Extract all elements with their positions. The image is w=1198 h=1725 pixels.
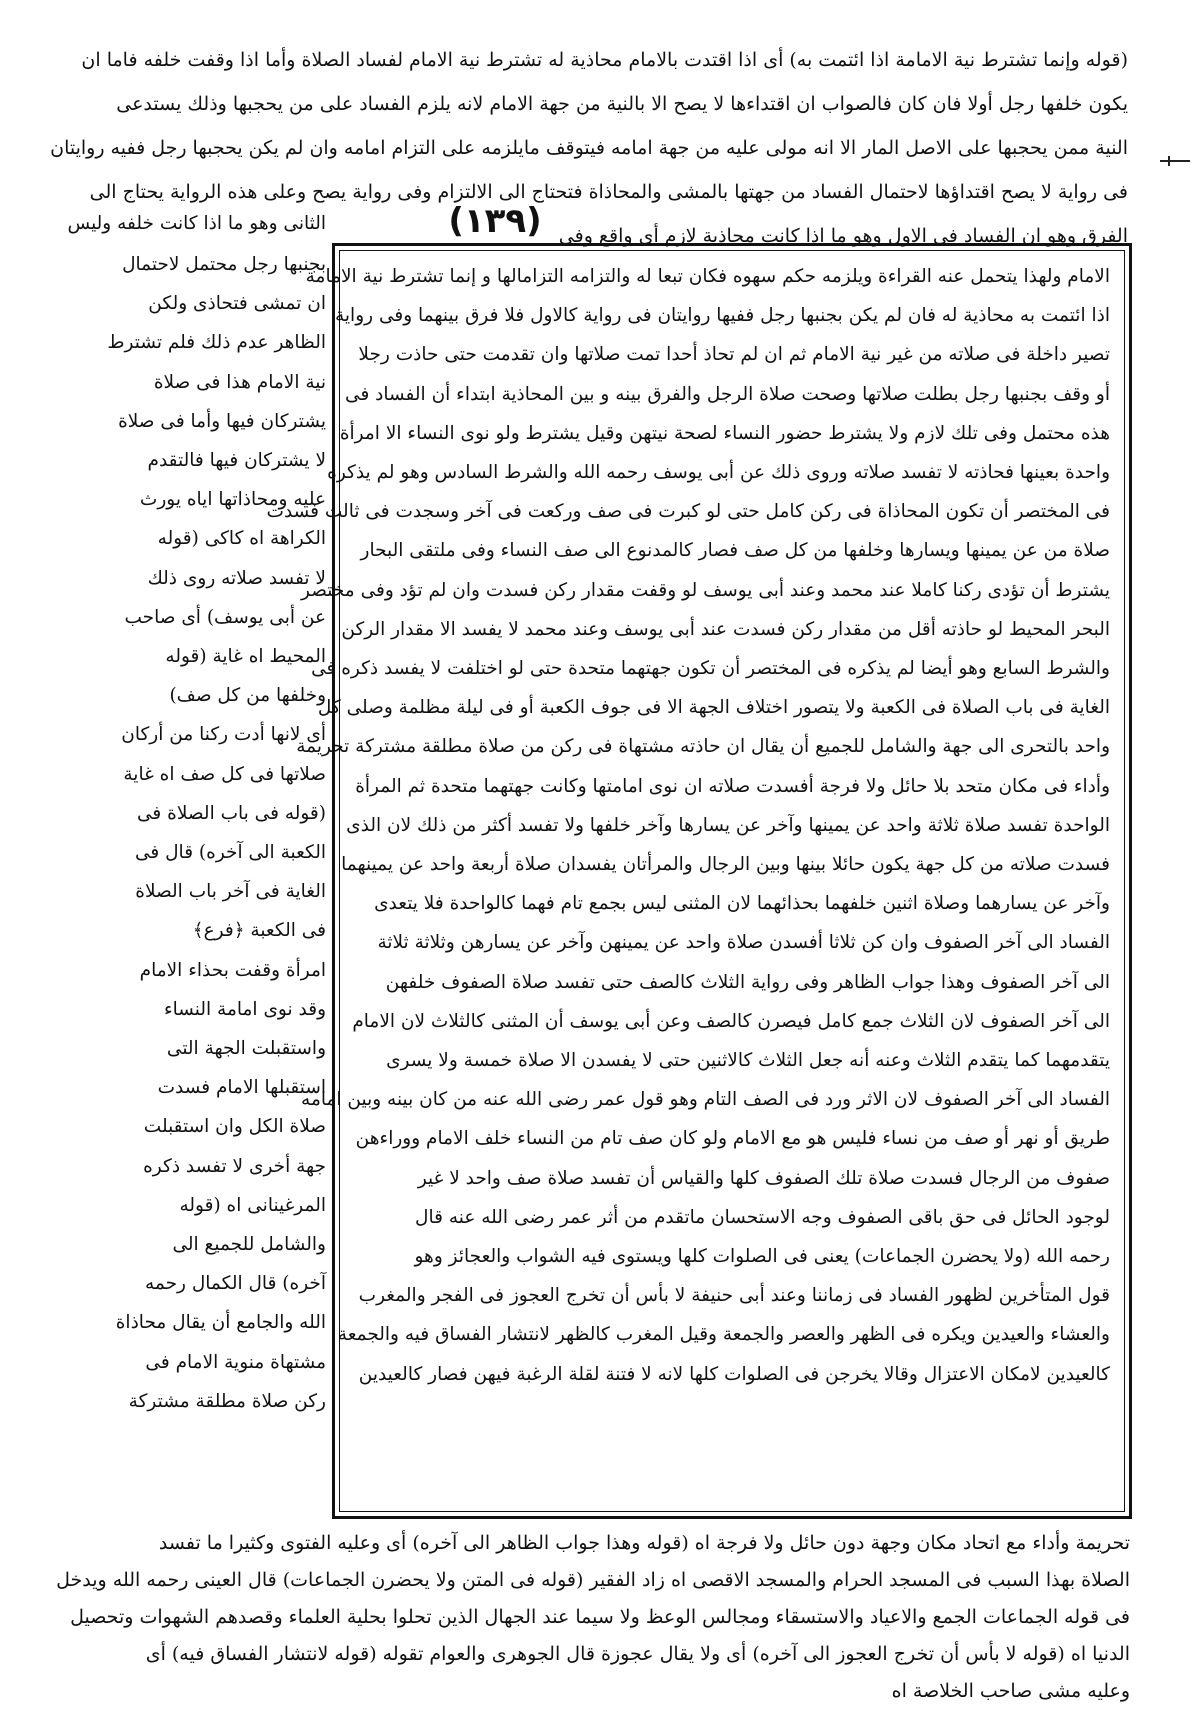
margin-text-line: والشامل للجميع الى (172, 1234, 326, 1256)
main-text-line: قول المتأخرين لظهور الفساد فى زماننا وعند أبى حنيفة لا بأس أن تخرج العجوز فى الفجر والمغرب (358, 1285, 1110, 1307)
main-text-line: الفساد الى آخر الصفوف لان الاثر ورد فى الصف التام وهو قول عمر رضى الله عنه من كان بينه وبين امامه (301, 1089, 1110, 1111)
main-text-line: أو وقف بجنبها رجل بطلت صلاتها وصحت صلاة الرجل والفرق بينه و بين المحاذية ابتداء أن الفساد فى (345, 383, 1110, 405)
main-text-line: الغاية فى باب الصلاة فى الكعبة ولا يتصور اختلاف الجهة الا فى جوف الكعبة أو فى ليلة مظلمة وصلى كل (317, 697, 1110, 719)
margin-text-line: نية الامام هذا فى صلاة (153, 371, 326, 393)
margin-text-line: المحيط اه غاية (قوله (165, 646, 326, 668)
main-text-line: تصير داخلة فى صلاته من غير نية الامام ثم ان لم تحاذ أحدا تمت صلاتها وان تقدمت حتى حاذت رجلا (358, 344, 1110, 366)
margin-text-line: يشتركان فيها وأما فى صلاة (118, 410, 326, 432)
margin-text-line: صلاتها فى كل صف اه غاية (123, 763, 326, 785)
bottom-gloss-line: فى قوله الجماعات الجمع والاعياد والاستسقاء ومجالس الوعظ ولا سيما عند الجهال الذين تحلوا بحلية العلماء وقصدهم الشهوات وتحصيل (70, 1606, 1130, 1628)
main-text-line: طريق أو نهر أو صف من نساء فليس هو مع الامام ولو كان صف تام من النساء خلف الامام ووراءهن (355, 1128, 1110, 1150)
main-text-line: يشترط أن تؤدى ركنا كاملا عند محمد وعند أبى يوسف لو وقفت مقدار ركن فسدت وان لم تؤد وفى مختصر (301, 579, 1110, 601)
main-text-line: الفساد الى آخر الصفوف وان كن ثلاثا أفسدن صلاة واحد عن يمينهن وآخر عن يسارهن وثلاثة ثلاثة (377, 932, 1110, 954)
margin-text-line: لا تفسد صلاته روى ذلك (147, 567, 326, 589)
main-text-line: يتقدمهما كما يتقدم الثلاث وعنه أنه جعل الثلاث كالاثنين حتى لا يفسدن الا صلاة خمسة ولا يسرى (386, 1050, 1110, 1072)
top-gloss-line: الفرق وهو ان الفساد فى الاول وهو ما اذا كانت محاذية لازم أى واقع وفى (558, 225, 1128, 247)
main-text-line: كالعيدين لامكان الاعتزال وقالا يخرجن فى الصلوات كلها لانه لا فتنة لقلة الرغبة فيهن فصار كالعيدين (358, 1363, 1110, 1385)
main-text-line: هذه محتمل وفى تلك لازم ولا يشترط حضور النساء لصحة نيتهن وقيل يشترط ولو نوى النساء الا امرأة (339, 422, 1110, 444)
main-text-line: الى آخر الصفوف لان الثلاث جمع كامل فيصرن كالصف وعن أبى يوسف أن المثنى كالثلاث لان الامام (352, 1010, 1110, 1032)
margin-text-line: الكعبة الى آخره) قال فى (134, 842, 326, 864)
top-gloss-tail (67, 204, 326, 244)
main-text-line: رحمه الله (ولا يحضرن الجماعات) يعنى فى الصلوات كلها ويستوى فيه الشواب والعجائز وهو (414, 1246, 1110, 1268)
margin-text-line: (قوله فى باب الصلاة فى (137, 802, 326, 824)
margin-text-line: ان تمشى فتحاذى ولكن (148, 293, 326, 315)
main-text-line: الامام ولهذا يتحمل عنه القراءة ويلزمه حكم سهوه فكان تبعا له والتزامه التزامالها و إنما تشترط نية الامامة (305, 266, 1110, 287)
main-text (266, 250, 1125, 1512)
main-text-line: والشرط السابع وهو أيضا لم يذكره فى المختصر أن تكون جهتهما متحدة حتى لو اختلفت لا يفسد ذكره فى (311, 658, 1110, 680)
bottom-gloss-line: الدنيا اه (قوله لا بأس أن تخرج العجوز الى آخره) أى ولا يقال عجوزة قال الجوهرى والعوام تقوله (قوله لانتشار الفساق فيه) أى (145, 1643, 1130, 1665)
main-text-line: فى المختصر أن تكون المحاذاة فى ركن كامل حتى لو كبرت فى صف وركعت فى آخر وسجدت فى ثالث فسدت (266, 501, 1110, 523)
margin-text-line: عليه ومحاذاتها اياه يورث (139, 489, 326, 511)
margin-text-line: استقبلها الامام فسدت (157, 1077, 326, 1099)
main-text-line: واحد بالتحرى الى جهة والشامل للجميع أن يقال ان حاذته مشتهاة فى ركن من صلاة مطلقة مشتركة تحريمة (296, 736, 1110, 758)
bottom-gloss-line: الصلاة بهذا السبب فى المسجد الحرام والمسجد الاقصى اه زاد الفقير (قوله فى المتن ولا يحضرن الجماعات) قال العينى رحمه الله ويدخل (56, 1569, 1130, 1591)
top-gloss-line: يكون خلفها رجل أولا فان كان فالصواب ان اقتداءها لا يصح الا بالنية من جهة الامام لانه يلزم الفساد على من يحجبها وذلك يستدعى (116, 93, 1128, 115)
margin-text-line: واستقبلت الجهة التى (166, 1038, 326, 1060)
main-text-line: وأداء فى مكان متحد بلا حائل ولا فرجة أفسدت صلاته ان نوى امامتها وكانت جهتهما متحدة ثم المرأة (355, 775, 1110, 797)
bottom-gloss-line: تحريمة وأداء مع اتحاد مكان وجهة دون حائل ولا فرجة اه (قوله وهذا جواب الظاهر الى آخره) أى وعليه الفتوى وكثيرا ما تفسد (158, 1532, 1130, 1554)
margin-text-line: بجنبها رجل محتمل لاحتمال (122, 254, 326, 275)
margin-text-line: المرغينانى اه (قوله (179, 1194, 326, 1216)
margin-text-line: جهة أخرى لا تفسد ذكره (143, 1155, 326, 1177)
margin-text-line: الغاية فى آخر باب الصلاة (135, 881, 326, 903)
page-number: (١٣٩) (448, 201, 542, 241)
margin-text-line: فى الكعبة ﴿فرع﴾ (192, 920, 326, 942)
main-text-line: الواحدة تفسد صلاة ثلاثة واحد عن يمينها وآخر عن يسارها وآخر خلفها ولا تفسد أكثر من ذلك لان الذى (346, 814, 1110, 836)
margin-text-line: امرأة وقفت بحذاء الامام (139, 959, 326, 981)
margin-text-line: أى لانها أدت ركنا من أركان (121, 724, 326, 746)
margin-edge-mark (1160, 160, 1190, 162)
margin-text-line: لا يشتركان فيها فالتقدم (147, 450, 326, 472)
margin-commentary (107, 245, 326, 1520)
top-gloss-line: النية ممن يحجبها على الاصل المار الا انه مولى عليه من جهة امامه فيتوقف مايلزمه على التزام امامه وان لم يكن يحجبها رجل ففيه روايتان (50, 137, 1128, 159)
margin-text-line: مشتهاة منوية الامام فى (145, 1351, 326, 1373)
main-text-line: الى آخر الصفوف وهذا جواب الظاهر وفى رواية الثلاث كالصف حتى تفسد صلاة الصفوف خلفهن (385, 971, 1110, 993)
main-text-frame (266, 243, 1132, 1519)
main-text-line: البحر المحيط لو حاذته أقل من مقدار ركن فسدت عند أبى يوسف وعند محمد لا يفسد الا مقدار الركن (341, 618, 1110, 640)
main-text-line: والعشاء والعيدين ويكره فى الظهر والعصر والجمعة وقيل المغرب كالظهر لانتشار الفساق فيه والجمعة (337, 1324, 1110, 1346)
top-gloss-line: فى رواية لا يصح اقتداؤها لاحتمال الفساد من جهتها بالمشى والمحاذاة فتحتاج الى الالتزام وفى رواية يصح وعلى هذه الرواية يحتاج الى (89, 181, 1128, 203)
main-text-line: وآخر عن يسارهما وصلاة اثنين خلفهما بحذائهما لان المثنى ليس بجمع تام فهما كالواحدة فلا يتعدى (374, 893, 1110, 915)
bottom-gloss-line: وعليه مشى صاحب الخلاصة اه (891, 1680, 1130, 1702)
top-gloss-tail-line: الثانى وهو ما اذا كانت خلفه وليس (67, 213, 326, 234)
top-gloss-line: (قوله وإنما تشترط نية الامامة اذا ائتمت به) أى اذا اقتدت بالامام محاذية له تشترط نية الامام لفساد الصلاة وأما اذا وقفت خلفه فاما ان (81, 49, 1128, 71)
margin-text-line: آخره) قال الكمال رحمه (144, 1273, 326, 1295)
margin-text-line: الظاهر عدم ذلك فلم تشترط (107, 332, 326, 354)
margin-text-line: صلاة الكل وان استقبلت (143, 1116, 326, 1138)
margin-text-line: الكراهة اه كاكى (قوله (157, 528, 326, 550)
margin-text-line: ركن صلاة مطلقة مشتركة (128, 1390, 326, 1412)
margin-text-line: الله والجامع أن يقال محاذاة (115, 1312, 326, 1334)
bottom-gloss (56, 1525, 1130, 1725)
main-text-line: صلاة من عن يمينها ويسارها وخلفها من كل صف فصار كالمدنوع الى صف النساء وفى ملتقى البحار (360, 540, 1110, 562)
main-text-line: اذا ائتمت به محاذية له فان لم يكن بجنبها رجل ففيها روايتان فى رواية كالاول فلا فرق بينهما وفى رواية (334, 305, 1110, 327)
margin-text-line: وقد نوى امامة النساء (163, 998, 326, 1020)
main-text-line: فسدت صلاته من كل جهة يكون حائلا بينها وبين الرجال والمرأتان يفسدان صلاة أربعة واحد عن يمينهما (341, 854, 1110, 876)
main-text-line: صفوف من الرجال فسدت صلاة تلك الصفوف كلها والقياس أن تفسد صلاة صف واحد لا غير (417, 1167, 1110, 1189)
margin-text-line: وخلفها من كل صف) (169, 685, 326, 707)
main-text-line: لوجود الحائل فى حق باقى الصفوف وجه الاستحسان ماتقدم من أثر عمر رضى الله عنه قال (415, 1206, 1110, 1228)
main-text-line: واحدة بعينها فحاذته لا تفسد صلاته وروى ذلك عن أبى يوسف رحمه الله والشرط السادس وهو لم يذكره (327, 462, 1110, 484)
margin-text-line: عن أبى يوسف) أى صاحب (124, 606, 326, 628)
